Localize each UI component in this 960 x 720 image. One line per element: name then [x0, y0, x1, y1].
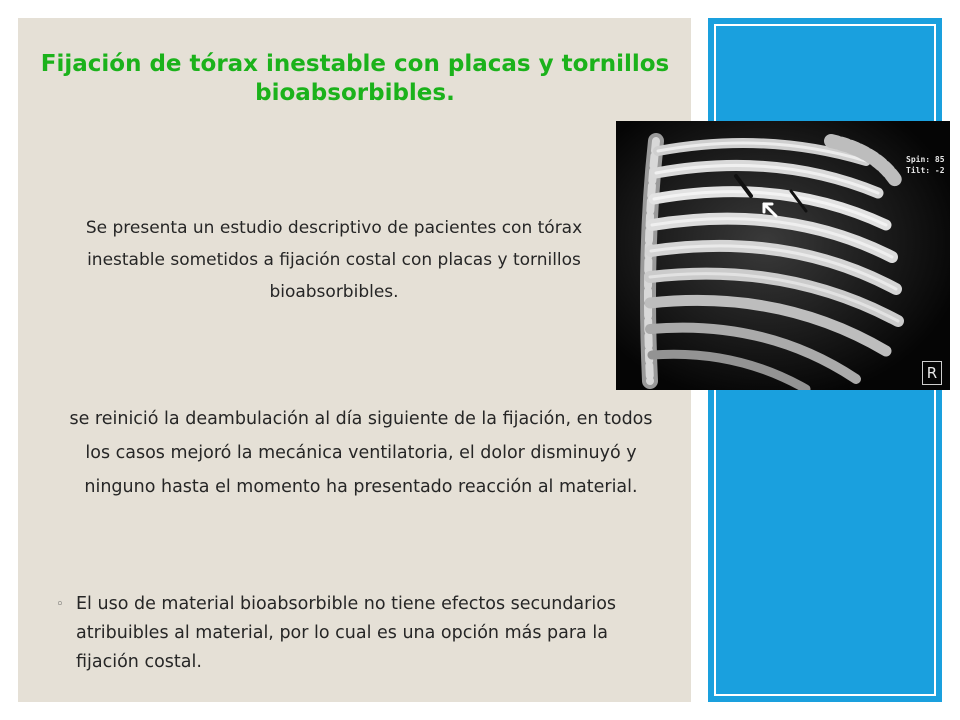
conclusion-bullet — [56, 590, 666, 677]
rib-cage-illustration — [616, 121, 950, 390]
intro-paragraph: Se presenta un estudio descriptivo de pacientes con tórax inestable sometidos a fijación costal con placas y tornillos bioabsorbibles. — [85, 218, 583, 302]
chest-ct-image — [616, 121, 950, 390]
tilt-label: Tilt: -2 — [906, 166, 945, 175]
spin-label: Spin: 85 — [906, 155, 945, 164]
bullet-text: El uso de material bioabsorbible no tiene efectos secundarios atribuibles al material, por lo cual es una opción más para la fijación costal. — [76, 594, 617, 672]
results-paragraph: se reinició la deambulación al día siguiente de la fijación, en todos los casos mejoró la mecánica ventilatoria, el dolor disminuyó y ninguno hasta el momento ha presentado reacción al material. — [69, 409, 653, 497]
slide-title: Fijación de tórax inestable con placas y tornillos bioabsorbibles. — [40, 51, 670, 106]
bullet-marker-icon: ◦ — [56, 597, 64, 612]
r-logo-icon: R — [922, 361, 942, 385]
